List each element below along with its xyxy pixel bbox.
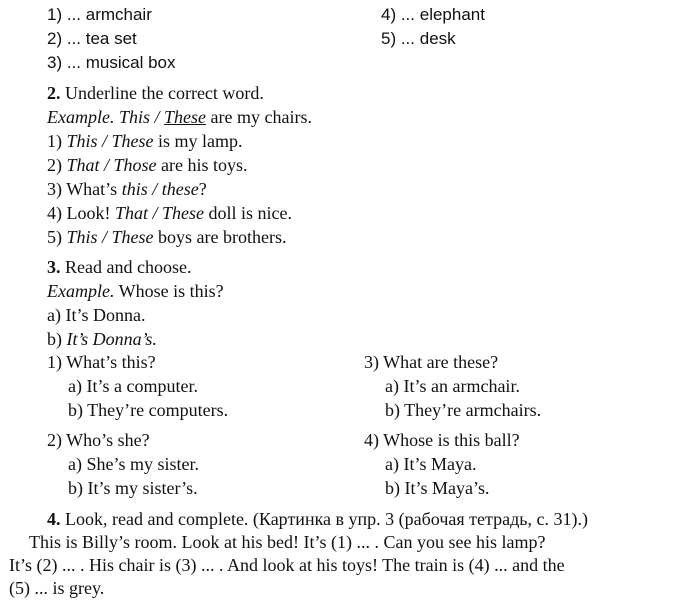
- item-number: 4): [47, 203, 62, 223]
- exercise-number: 2.: [47, 83, 61, 103]
- ex1-item-5: [381, 27, 456, 51]
- ex3-question-3: 3) What are these?: [364, 352, 499, 372]
- ex2-item-1: 1) This / These is my lamp.: [47, 131, 243, 151]
- ex2-heading: [47, 81, 264, 105]
- option-2[interactable]: These: [111, 227, 154, 247]
- sentence-rest: are my chairs.: [206, 107, 312, 127]
- option-2[interactable]: These: [111, 131, 154, 151]
- exercise-instruction: Look, read and complete. (Картинка в упр. 3 (рабочая тетрадь, с. 31).): [65, 509, 588, 529]
- item-number: 1): [47, 131, 62, 151]
- item-word: elephant: [419, 5, 485, 24]
- sentence-rest: is my lamp.: [153, 131, 243, 151]
- item-number: 5): [47, 227, 62, 247]
- item-number: 2) ...: [47, 29, 82, 48]
- option-1: This: [118, 107, 151, 127]
- ex1-item-3: [47, 51, 176, 75]
- option-1[interactable]: That: [66, 155, 100, 175]
- option-prefix: b): [47, 329, 67, 349]
- sentence-pre: Look!: [66, 203, 115, 223]
- example-label: Example.: [47, 281, 115, 301]
- option-2[interactable]: Those: [113, 155, 157, 175]
- ex4-heading: [47, 507, 588, 531]
- ex3-q3-option-a[interactable]: a) It’s an armchair.: [385, 376, 520, 396]
- item-number: 5) ...: [381, 29, 416, 48]
- option-2[interactable]: these: [161, 179, 199, 199]
- exercise-number: 4.: [47, 509, 61, 529]
- ex4-text-line-3: (5) ... is grey.: [9, 578, 105, 598]
- ex3-q4-option-b[interactable]: b) It’s Maya’s.: [385, 478, 490, 498]
- ex2-item-2: 2) That / Those are his toys.: [47, 155, 248, 175]
- ex3-example-option-a: a) It’s Donna.: [47, 305, 146, 325]
- example-label: Example.: [47, 107, 115, 127]
- ex2-example: [47, 105, 312, 129]
- ex3-q4-option-a[interactable]: a) It’s Maya.: [385, 454, 477, 474]
- ex3-heading: [47, 255, 191, 279]
- exercise-instruction: Read and choose.: [65, 257, 192, 277]
- sentence-rest: boys are brothers.: [153, 227, 287, 247]
- ex1-item-1: [47, 3, 152, 27]
- item-number: 3): [47, 179, 62, 199]
- item-number: 4) ...: [381, 5, 416, 24]
- item-word: armchair: [85, 5, 152, 24]
- option-1[interactable]: That: [115, 203, 149, 223]
- exercise-instruction: Underline the correct word.: [65, 83, 264, 103]
- item-word: desk: [419, 29, 456, 48]
- ex4-text-line-1: This is Billy’s room. Look at his bed! It’s (1) ... . Can you see his lamp?: [29, 532, 546, 552]
- ex3-q2-option-a[interactable]: a) She’s my sister.: [68, 454, 199, 474]
- item-number: 1) ...: [47, 5, 82, 24]
- option-1[interactable]: this: [121, 179, 148, 199]
- ex3-question-2: 2) Who’s she?: [47, 430, 150, 450]
- sentence-rest: doll is nice.: [204, 203, 293, 223]
- item-number: 2): [47, 155, 62, 175]
- item-word: musical box: [85, 53, 176, 72]
- sentence-pre: What’s: [66, 179, 122, 199]
- option-1[interactable]: This: [66, 131, 98, 151]
- ex3-question-4: 4) Whose is this ball?: [364, 430, 520, 450]
- sentence-rest: are his toys.: [156, 155, 248, 175]
- ex3-q3-option-b[interactable]: b) They’re armchairs.: [385, 400, 542, 420]
- ex1-item-2: [47, 27, 137, 51]
- ex2-item-3: 3) What’s this / these?: [47, 179, 207, 199]
- ex1-item-4: [381, 3, 485, 27]
- ex3-q1-option-a[interactable]: a) It’s a computer.: [68, 376, 198, 396]
- option-1[interactable]: This: [66, 227, 98, 247]
- example-question: Whose is this?: [114, 281, 224, 301]
- ex4-text-line-2: It’s (2) ... . His chair is (3) ... . And look at his toys! The train is (4) ... and the: [9, 555, 565, 575]
- ex3-q1-option-b[interactable]: b) They’re computers.: [68, 400, 229, 420]
- exercise-number: 3.: [47, 257, 61, 277]
- option-2-underlined: These: [164, 107, 207, 127]
- item-number: 3) ...: [47, 53, 82, 72]
- sentence-rest: ?: [198, 179, 207, 199]
- option-text: It’s Donna’s.: [66, 329, 157, 349]
- ex3-question-1: 1) What’s this?: [47, 352, 156, 372]
- ex2-item-4: 4) Look! That / These doll is nice.: [47, 203, 293, 223]
- option-slash: /: [150, 107, 165, 127]
- option-2[interactable]: These: [162, 203, 205, 223]
- ex2-item-5: 5) This / These boys are brothers.: [47, 227, 287, 247]
- item-word: tea set: [85, 29, 137, 48]
- ex3-q2-option-b[interactable]: b) It’s my sister’s.: [68, 478, 198, 498]
- ex3-example-option-b: [47, 327, 157, 351]
- ex3-example: [47, 279, 224, 303]
